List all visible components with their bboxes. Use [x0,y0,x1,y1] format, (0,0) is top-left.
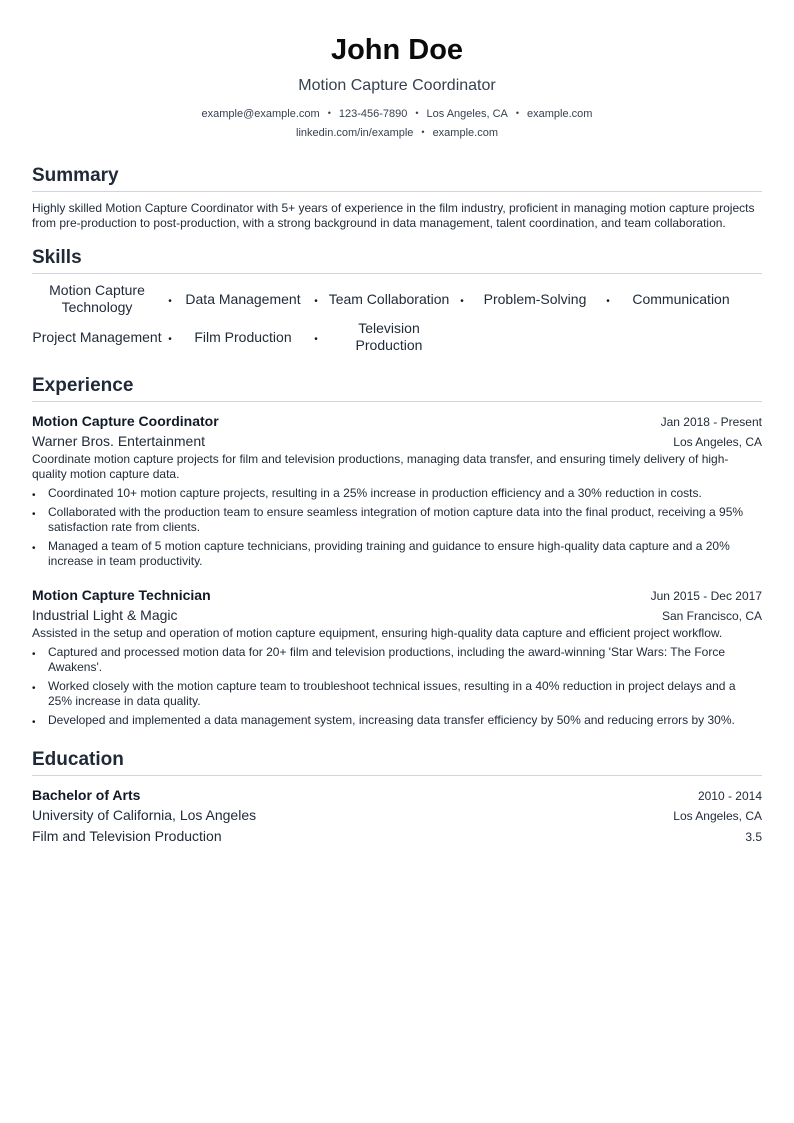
achievement-text: Collaborated with the production team to ensure seamless integration of motion capture data into the final product, receiving a 95% satisfaction rate from clients. [48,505,744,534]
job-title-row [32,585,762,605]
education-dates: 2010 - 2014 [697,789,762,803]
skill-item: Project Management [32,328,162,345]
contact-line-1 [32,104,762,123]
job-company: Warner Bros. Entertainment [32,433,205,449]
skill-item: Motion Capture Technology [49,282,145,315]
experience-heading: Experience [32,374,762,402]
skill-separator-dot: • [168,333,172,345]
skill-separator-dot: • [606,295,610,307]
school-row [32,805,762,826]
job-title: Motion Capture Technician [32,587,211,603]
skill-item: Television Production [355,320,423,353]
job-title-row [32,411,762,431]
achievement-item [32,679,762,709]
experience-section [32,374,762,728]
summary-heading: Summary [32,164,762,192]
bullet-icon: • [32,509,36,520]
candidate-name: John Doe [330,34,464,66]
job-location: Los Angeles, CA [673,435,762,449]
skill-item: Communication [632,290,730,307]
contact-info [32,104,762,142]
job-dates: Jun 2015 - Dec 2017 [650,589,762,603]
job-title: Motion Capture Coordinator [32,413,219,429]
school-location: Los Angeles, CA [673,809,762,823]
degree: Bachelor of Arts [32,787,141,803]
location-text: Los Angeles, CA [426,108,508,120]
candidate-title: Motion Capture Coordinator [298,77,496,94]
achievement-text: Managed a team of 5 motion capture technicians, providing training and guidance to ensure high-quality data capture and a 20% increase in team productivity. [48,539,730,568]
separator-dot: • [327,108,331,118]
skill-item: Problem-Solving [483,290,587,307]
resume-header [32,0,762,142]
separator-dot: • [515,108,520,118]
skill-separator-dot: • [460,295,464,307]
job-achievements [32,645,762,728]
bullet-icon: • [32,490,36,501]
achievement-item [32,713,762,728]
separator-dot: • [415,108,419,118]
contact-line-2 [32,123,762,142]
skill-item: Team Collaboration [328,290,450,307]
bullet-icon: • [32,683,36,694]
summary-section [32,164,762,231]
job-dates: Jan 2018 - Present [660,415,762,429]
achievement-text: Coordinated 10+ motion capture projects, resulting in a 25% increase in production efficiency and a 30% reduction in costs. [48,486,702,500]
phone-number[interactable]: 123-456-7890 [338,108,408,120]
job-company: Industrial Light & Magic [32,607,178,623]
website-link[interactable]: example.com [432,127,498,139]
job-entry [32,411,762,569]
bullet-icon: • [32,649,36,660]
achievement-item [32,486,762,501]
school-name: University of California, Los Angeles [32,807,257,823]
job-company-row [32,605,762,626]
skill-separator-dot: • [314,333,318,345]
field-of-study: Film and Television Production [32,828,222,844]
achievement-text: Worked closely with the motion capture team to troubleshoot technical issues, resulting in a 40% reduction in project delays and a 25% increase in data quality. [48,679,736,708]
skill-separator-dot: • [314,295,318,307]
education-heading: Education [32,748,762,776]
achievement-text: Developed and implemented a data management system, increasing data transfer efficiency by 50% and reducing errors by 30%. [48,713,735,727]
resume-page [32,0,762,847]
skill-separator-dot: • [168,295,172,307]
job-location: San Francisco, CA [661,609,762,623]
education-entry [32,785,762,847]
field-row [32,826,762,847]
achievement-item [32,645,762,675]
skills-heading: Skills [32,246,762,274]
job-description: Assisted in the setup and operation of motion capture equipment, ensuring high-quality data capture and efficient project workflow. [32,626,723,640]
achievement-item [32,505,762,535]
achievement-item [32,539,762,569]
skill-item: Film Production [194,328,292,345]
job-company-row [32,431,762,452]
skills-section [32,246,762,354]
education-section [32,748,762,847]
separator-dot: • [421,127,425,137]
bullet-icon: • [32,543,36,554]
summary-text: Highly skilled Motion Capture Coordinator with 5+ years of experience in the film industry, proficient in managing motion capture projects from pre-production to post-production, with a strong background in data management, talent coordination, and team collaboration. [32,201,755,230]
email-link[interactable]: example@example.com [201,108,320,120]
linkedin-link[interactable]: linkedin.com/in/example [296,127,414,139]
degree-row [32,785,762,805]
job-entry [32,585,762,728]
job-achievements [32,486,762,569]
skill-item: Data Management [185,290,301,307]
bullet-icon: • [32,717,36,728]
job-description: Coordinate motion capture projects for film and television productions, managing data transfer, and ensuring timely delivery of high-quality motion capture data. [32,452,729,481]
website-link[interactable]: example.com [527,108,593,120]
gpa: 3.5 [745,830,762,844]
achievement-text: Captured and processed motion data for 20+ film and television productions, including the award-winning 'Star Wars: The Force Awakens'. [48,645,725,674]
skills-list [32,282,762,354]
